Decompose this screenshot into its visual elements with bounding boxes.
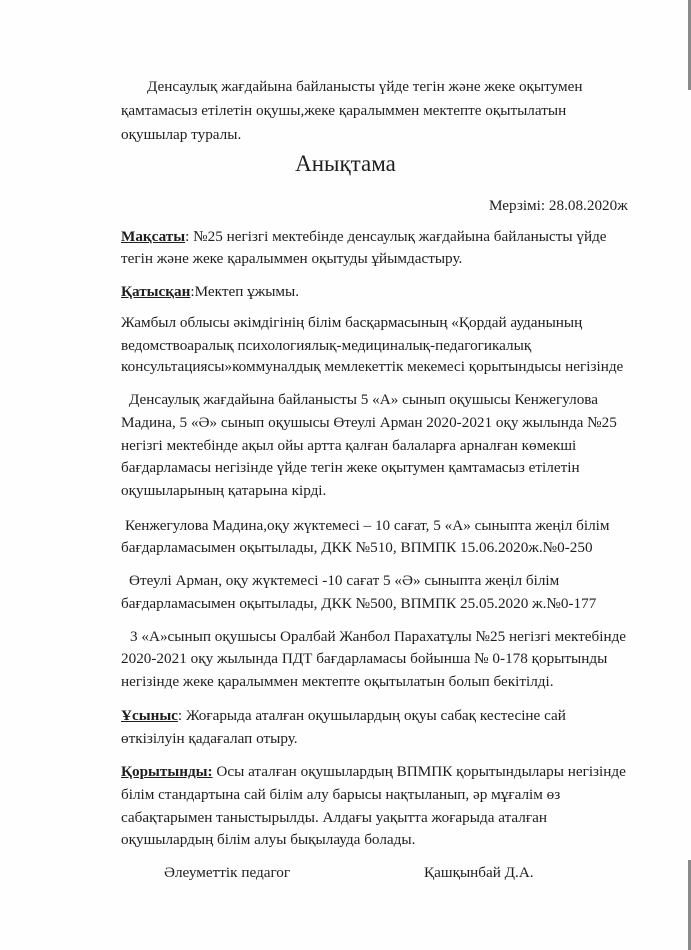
korytyndy-label: Қорытынды: <box>121 763 213 780</box>
katyskan-text: :Мектеп ұжымы. <box>190 283 300 300</box>
signature-role: Әлеуметтік педагог <box>164 864 291 881</box>
para2-line-3: негізгі мектебінде ақыл ойы артта қалған балаларға арналған көмекші <box>121 437 577 454</box>
para5-line-1: 3 «А»сынып оқушысы Оралбай Жанбол Парахатұлы №25 негізгі мектебінде <box>130 628 627 645</box>
korytyndy-line-4: оқушылардың білім алуы бықылауда болады. <box>121 831 416 848</box>
header-line-3: оқушылар туралы. <box>121 126 242 143</box>
usynys-text: : Жоғарыда аталған оқушылардың оқуы сабақ кестесіне сай <box>177 707 566 724</box>
korytyndy-line-1 <box>121 762 626 782</box>
para1-line-1: Жамбыл облысы әкімдігінің білім басқармасының «Қордай ауданының <box>121 314 583 331</box>
header-line-1: Денсаулық жағдайына байланысты үйде тегін және жеке оқытумен <box>147 78 583 95</box>
korytyndy-line-3: сабақтарымен таныстырылды. Алдағы уақытта жоғарыда аталған <box>121 809 547 826</box>
document-title: Анықтама <box>295 151 396 176</box>
para2-line-5: оқушыларының қатарына кірді. <box>121 482 327 499</box>
header-line-2: қамтамасыз етілетін оқушы,жеке қаралыммен мектепте оқытылатын <box>121 102 567 119</box>
para4-line-2: бағдарламасымен оқытылады, ДКК №500, ВПМПК 25.05.2020 ж.№0-177 <box>121 595 597 612</box>
para2-line-2: Мадина, 5 «Ә» сынып оқушысы Өтеулі Арман 2020-2021 оқу жылында №25 <box>121 414 617 431</box>
katyskan-label: Қатысқан <box>121 283 191 300</box>
korytyndy-text: Осы аталған оқушылардың ВПМПК қорытындылары негізінде <box>212 763 626 780</box>
usynys-line-1 <box>121 706 566 726</box>
maksaty-label: Мақсаты <box>121 228 186 245</box>
para3-line-1: Кенжегулова Мадина,оқу жүктемесі – 10 сағат, 5 «А» сыныпта жеңіл білім <box>125 517 610 534</box>
korytyndy-line-2: білім стандартына сай білім алу барысы нақтыланып, әр мұғалім өз <box>121 786 561 803</box>
para2-line-1: Денсаулық жағдайына байланысты 5 «А» сынып оқушысы Кенжегулова <box>129 391 598 408</box>
signature-name: Қашқынбай Д.А. <box>424 864 534 881</box>
para4-line-1: Өтеулі Арман, оқу жүктемесі -10 сағат 5 «Ә» сыныпта жеңіл білім <box>129 572 560 589</box>
usynys-label: Ұсыныс <box>121 707 178 724</box>
maksaty-line-1 <box>121 227 607 247</box>
usynys-line-2: өткізілуін қадағалап отыру. <box>121 730 298 747</box>
document-date: Мерзімі: 28.08.2020ж <box>489 197 628 214</box>
para1-line-3: консультациясы»коммуналдық мемлекеттік мекемесі қорытындысы негізінде <box>121 358 624 375</box>
para5-line-3: негізінде жеке қаралыммен мектепте оқытылатын болып бекітілді. <box>121 673 554 690</box>
para3-line-2: бағдарламасымен оқытылады, ДКК №510, ВПМПК 15.06.2020ж.№0-250 <box>121 539 593 556</box>
para1-line-2: ведомствоаралық психологиялық-медициналық-педагогикалық <box>121 337 532 354</box>
katyskan-line <box>121 282 299 302</box>
para5-line-2: 2020-2021 оқу жылында ПДТ бағдарламасы бойынша № 0-178 қорытынды <box>121 650 608 667</box>
maksaty-line-2: тегін және жеке қаралыммен оқытуды ұйымдастыру. <box>121 250 463 267</box>
para2-line-4: бағдарламасы негізінде үйде тегін жеке оқытумен қамтамасыз етілетін <box>121 459 580 476</box>
maksaty-text: : №25 негізгі мектебінде денсаулық жағдайына байланысты үйде <box>185 228 607 245</box>
